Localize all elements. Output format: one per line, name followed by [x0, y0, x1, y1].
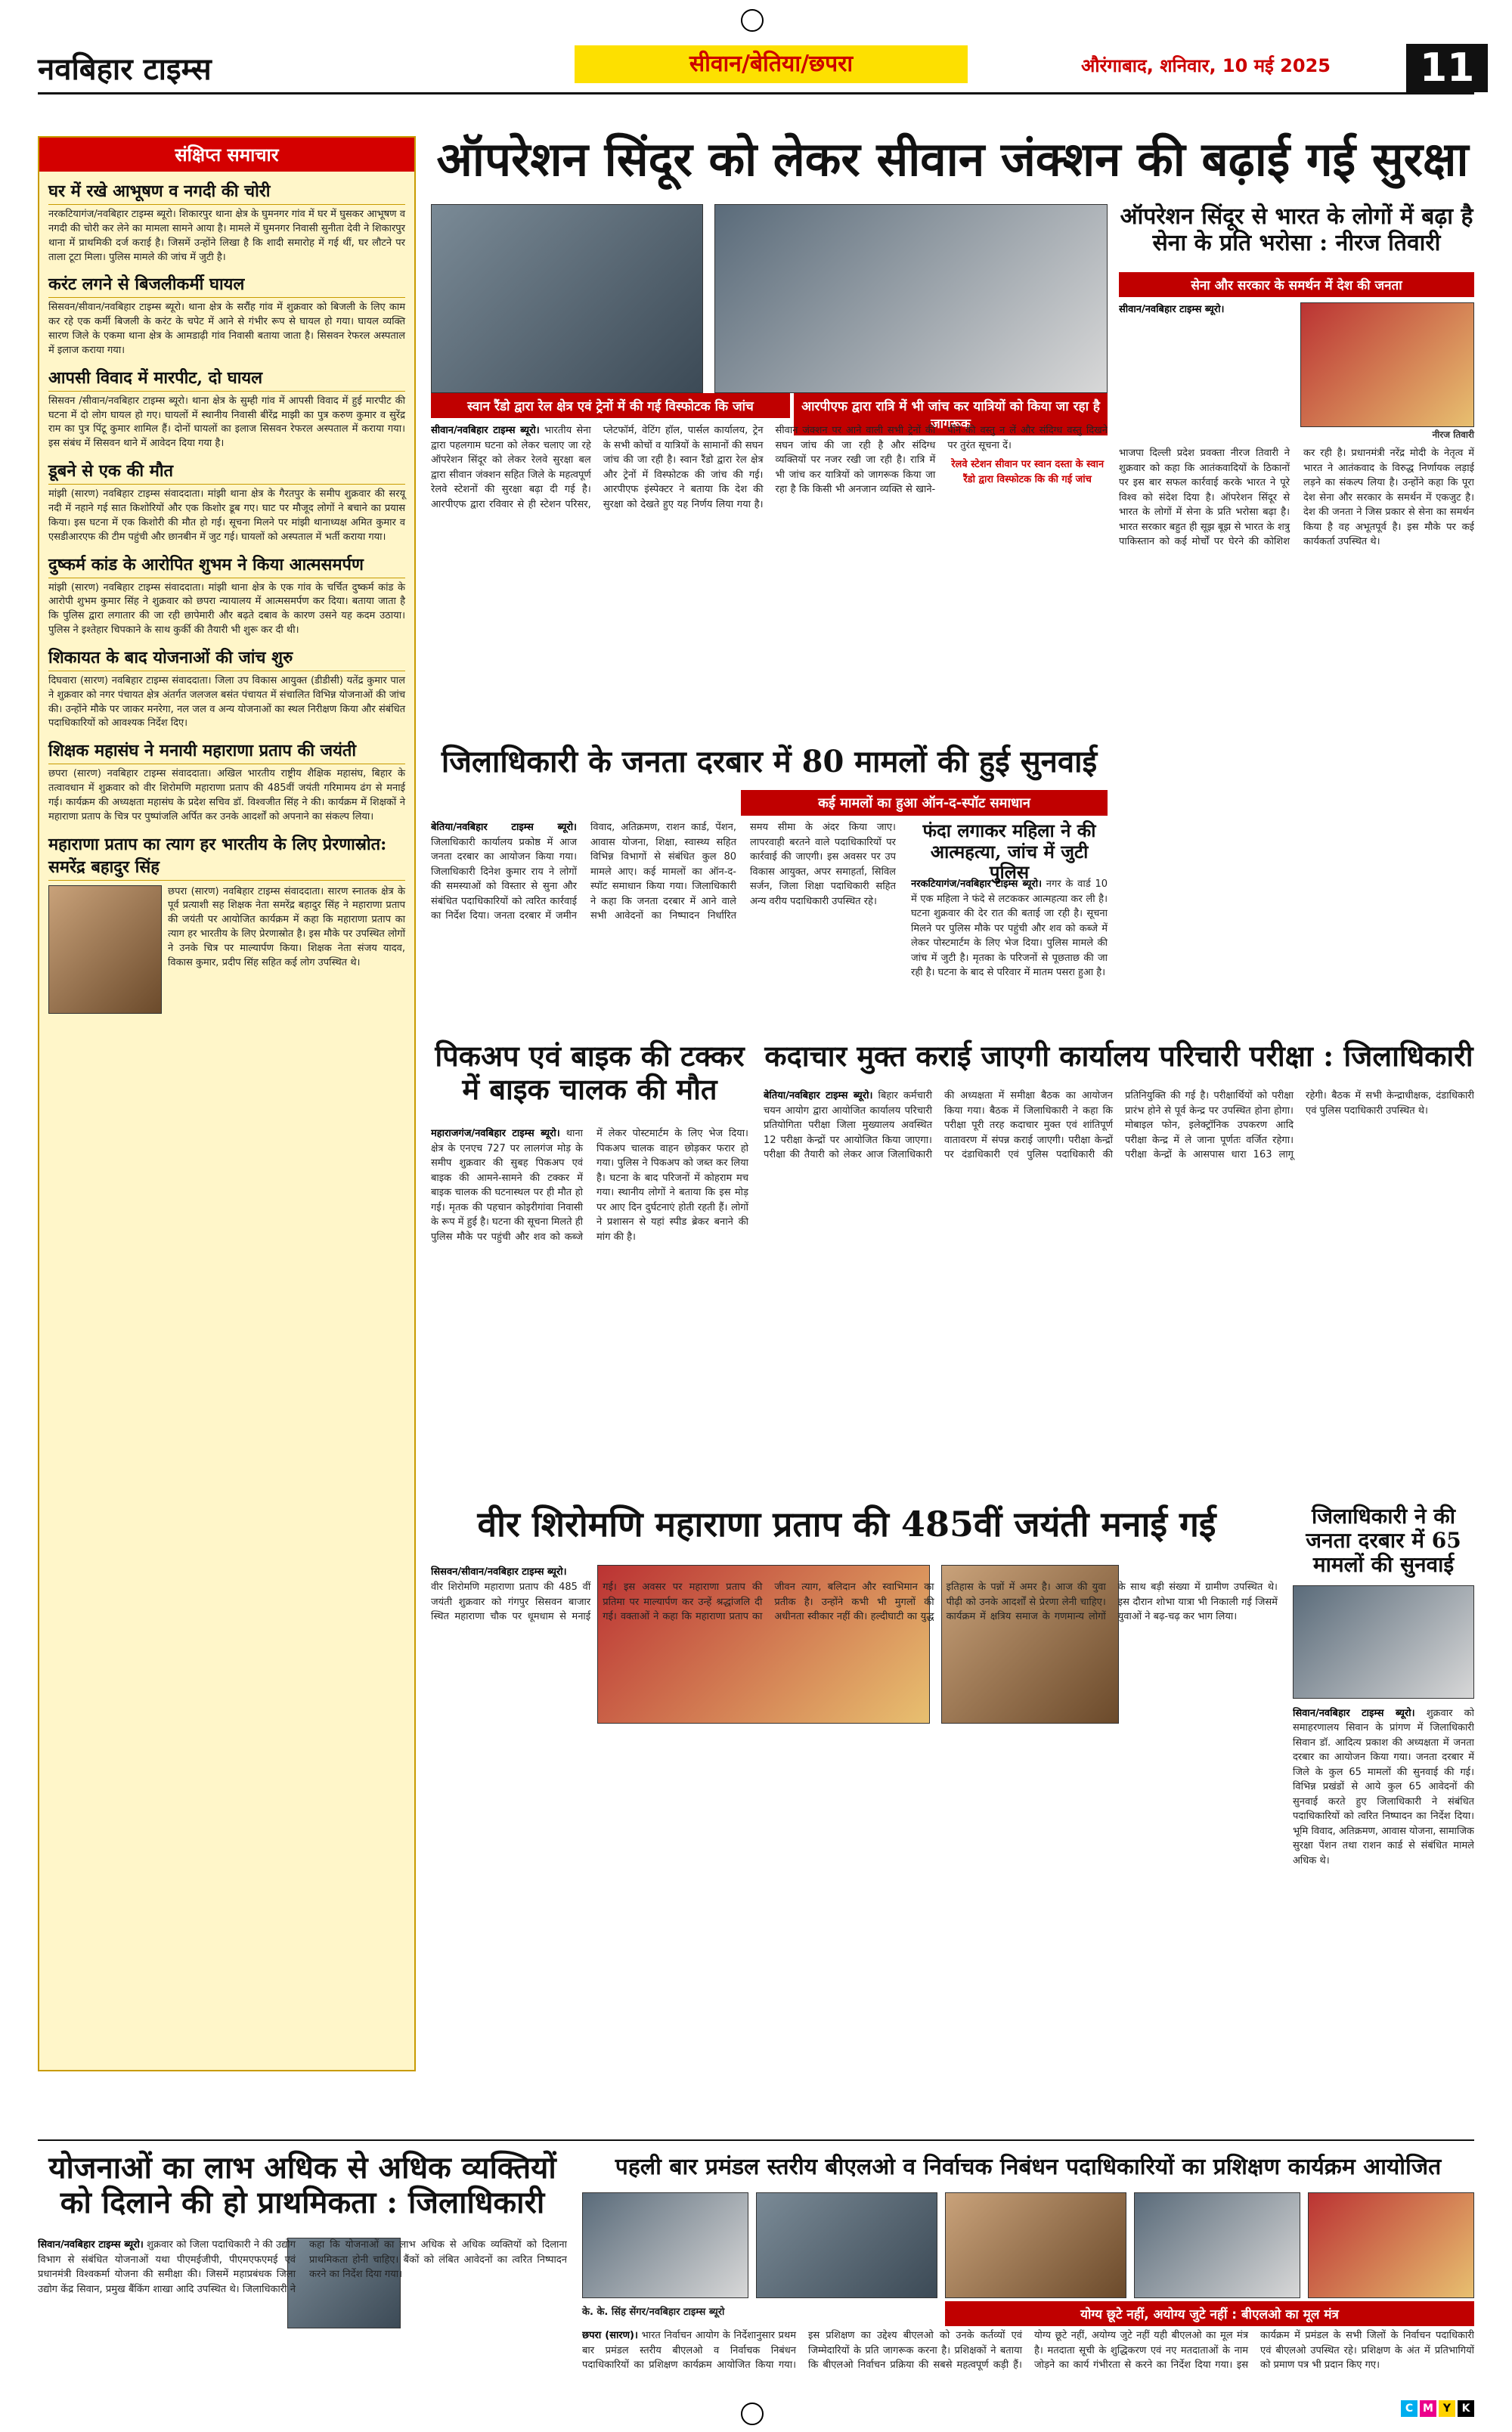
- blo-photo-4: [1134, 2192, 1300, 2298]
- dm65-headline: जिलाधिकारी ने की जनता दरबार में 65 मामलों की सुनवाई: [1306, 1504, 1461, 1578]
- brief-headline: महाराणा प्रताप का त्याग हर भारतीय के लिए प्रेरणास्रोत: समरेंद्र बहादुर सिंह: [48, 832, 405, 881]
- blo-text: भारत निर्वाचन आयोग के निर्देशानुसार प्रथम बार प्रमंडल स्तरीय बीएलओ व निर्वाचक निबंधन पदाधिकारियों का प्रशिक्षण कार्यक्रम आयोजित किया गया। इस प्रशिक्षण का उद्देश्य बीएलओ को उनके कर्तव्यों एवं जिम्मेदारियों के प्रति जागरूक करना है। प्रशिक्षकों ने बताया कि बीएलओ निर्वाचन प्रक्रिया की सबसे महत्वपूर्ण कड़ी हैं। योग्य छूटे नहीं, अयोग्य जुटे नहीं यही बीएलओ का मूल मंत्र है। मतदाता सूची के शुद्धिकरण एवं नए मतदाताओं के नाम जोड़ने का कार्य गंभीरता से करने का निर्देश दिया गया। इस कार्यक्रम में प्रमंडल के सभी जिलों के निर्वाचन पदाधिकारी एवं बीएलओ उपस्थित रहे। प्रशिक्षण के अंत में प्रतिभागियों को प्रमाण पत्र भी प्रदान किए गए।: [582, 2330, 1474, 2371]
- brief-news-sidebar: [38, 136, 416, 2071]
- yojana-byline: सिवान/नवबिहार टाइम्स ब्यूरो।: [38, 2239, 144, 2251]
- dateline: औरंगाबाद, शनिवार, 10 मई 2025: [1081, 55, 1331, 76]
- magenta-mark: M: [1420, 2400, 1436, 2417]
- brief-headline: दुष्कर्म कांड के आरोपित शुभम ने किया आत्मसमर्पण: [48, 553, 405, 578]
- blo-photo-2: [756, 2192, 937, 2298]
- sindoor-headline: ऑपरेशन सिंदूर से भारत के लोगों में बढ़ा है सेना के प्रति भरोसा : नीरज तिवारी: [1120, 203, 1473, 256]
- brief-body: मांझी (सारण) नवबिहार टाइम्स संवाददाता। मांझी थाना क्षेत्र के गैरतपुर के समीप शुक्रवार की सरयू नदी में नहाने गई सात किशोरियों और एक किशोर डूब गए। घाट पर मौजूद लोगों ने बचाने का प्रयास किया। इस घटना में एक किशोरी की मौत हो गई। सूचना मिलने पर मांझी थानाध्यक्ष अमित कुमार व एसडीआरएफ की टीम पहुंची और छानबीन में जुट गई। घायलों को अस्पताल में भर्ती कराया गया।: [48, 488, 405, 543]
- lead-photo-right: [714, 204, 1108, 393]
- brief-item: [48, 366, 405, 451]
- brief-body: छपरा (सारण) नवबिहार टाइम्स संवाददाता। सारण स्नातक क्षेत्र के पूर्व प्रत्याशी सह शिक्षक नेता समरेंद्र बहादुर सिंह ने महाराणा प्रताप की जयंती पर आयोजित कार्यक्रम में कहा कि महाराणा प्रताप का त्याग हर भारतीय के लिए प्रेरणास्रोत है। इस मौके पर उपस्थित लोगों ने उनके चित्र पर माल्यार्पण किया। शिक्षक नेता संजय यादव, विकास कुमार, प्रदीप सिंह सहित कई लोग उपस्थित थे।: [168, 885, 405, 968]
- bottom-rule: [38, 2139, 1474, 2141]
- brief-body: मांझी (सारण) नवबिहार टाइम्स संवाददाता। मांझी थाना क्षेत्र के एक गांव के चर्चित दुष्कर्म कांड के आरोपी शुभम कुमार सिंह ने शुक्रवार को छपरा न्यायालय में आत्मसमर्पण कर दिया। बताया जाता है कि पुलिस द्वारा लगातार की जा रही छापेमारी और बढ़ते दबाव के कारण उसने यह कदम उठाया। पुलिस ने इश्तेहार चिपकाने के साथ कुर्की की तैयारी भी शुरू कर दी थी।: [48, 581, 405, 637]
- janata-headline: जिलाधिकारी के जनता दरबार में 80 मामलों की हुई सुनवाई: [441, 744, 1098, 779]
- pratap-body: [431, 1580, 1278, 2094]
- lead-byline: सीवान/नवबिहार टाइम्स ब्यूरो।: [431, 425, 540, 436]
- sindoor-subbar: सेना और सरकार के समर्थन में देश की जनता: [1119, 272, 1474, 297]
- suicide-text: नगर के वार्ड 10 में एक महिला ने फंदे से लटककर आत्महत्या कर ली है। घटना शुक्रवार की देर रात की बताई जा रही है। सूचना मिलने पर पुलिस मौके पर पहुंची और शव को कब्जे में लेकर पोस्टमार्टम के लिए भेज दिया। पुलिस मामले की जांच में जुटी है। मृतका के परिजनों से पूछताछ की जा रही है। घटना के बाद से परिवार में मातम पसरा हुआ है।: [911, 878, 1108, 978]
- sindoor-body: [1119, 325, 1474, 990]
- janata-byline: बेतिया/नवबिहार टाइम्स ब्यूरो।: [431, 822, 577, 833]
- sindoor-text: भाजपा दिल्ली प्रदेश प्रवक्ता नीरज तिवारी ने शुक्रवार को कहा कि आतंकवादियों के ठिकानों पर इस बार सफल कार्रवाई करके भारत ने पूरे विश्व को संदेश दिया है। ऑपरेशन सिंदूर से भारत के लोगों में सेना के प्रति भरोसा बढ़ा है। भारत सरकार बहुत ही सूझ बूझ से भारत के शत्रु पाकिस्तान को कई मोर्चों पर घेरने की कोशिश कर रही है। प्रधानमंत्री नरेंद्र मोदी के नेतृत्व में भारत ने आतंकवाद के विरुद्ध निर्णायक लड़ाई लड़ने का संकल्प लिया है। उन्होंने कहा कि पूरा देश सेना और सरकार के समर्थन में एकजुट है। देश की जनता ने जिस प्रकार से सेना का समर्थन किया है वह अभूतपूर्व है। इस मौके पर कई कार्यकर्ता उपस्थित थे।: [1119, 448, 1474, 547]
- dm65-text: शुक्रवार को समाहरणालय सिवान के प्रांगण में जिलाधिकारी सिवान डॉ. आदित्य प्रकाश की अध्यक्षता में जनता दरबार का आयोजन किया गया। जनता दरबार में जिले के कुल 65 मामलों की सुनवाई की गई। विभिन्न प्रखंडों से आये कुल 65 आवेदनों की सुनवाई करते हुए जिलाधिकारी ने संबंधित पदाधिकारियों को त्वरित निष्पादन का निर्देश दिया। भूमि विवाद, अतिक्रमण, आवास योजना, सामाजिक सुरक्षा पेंशन तथा राशन कार्ड से संबंधित मामले अधिक थे।: [1293, 1707, 1474, 1867]
- accident-text: थाना क्षेत्र के एनएच 727 पर लालगंज मोड़ के समीप शुक्रवार की सुबह पिकअप एवं बाइक की आमने-सामने की टक्कर में बाइक चालक की घटनास्थल पर ही मौत हो गई। मृतक की पहचान कोइरीगांवा निवासी के रूप में हुई है। घटना की सूचना मिलते ही पुलिस मौके पर पहुंची और शव को कब्जे में लेकर पोस्टमार्टम के लिए भेज दिया। पिकअप चालक वाहन छोड़कर फरार हो गया। पुलिस ने पिकअप को जब्त कर लिया है। घटना के बाद परिजनों में कोहराम मच गया। स्थानीय लोगों ने बताया कि इस मोड़ पर आए दिन दुर्घटनाएं होती रहती हैं। लोगों ने प्रशासन से यहां स्पीड ब्रेकर बनाने की मांग की है।: [431, 1128, 748, 1243]
- brief-item: [48, 272, 405, 358]
- brief-body: छपरा (सारण) नवबिहार टाइम्स संवाददाता। अखिल भारतीय राष्ट्रीय शैक्षिक महासंघ, बिहार के तत्वावधान में शुक्रवार को वीर शिरोमणि महाराणा प्रताप की 485वीं जयंती गरिमामय ढंग से मनाई गई। कार्यक्रम की अध्यक्षता महासंघ के प्रदेश सचिव डॉ. विश्वजीत सिंह ने की। कार्यक्रम में शिक्षकों ने महाराणा प्रताप के चित्र पर पुष्पांजलि अर्पित कर उनके आदर्शों को अपनाने का संकल्प लिया।: [48, 768, 405, 823]
- pratap-byline: सिसवन/सीवान/नवबिहार टाइम्स ब्यूरो।: [431, 1566, 567, 1578]
- dm65-box: [1293, 1504, 1474, 2094]
- blo-photo-1: [582, 2192, 748, 2298]
- brief-body: दिघवारा (सारण) नवबिहार टाइम्स संवाददाता। जिला उप विकास आयुक्त (डीडीसी) यतेंद्र कुमार पाल ने शुक्रवार को नगर पंचायत क्षेत्र अंतर्गत जलजल बसंत पंचायत में संचालित विभिन्न योजनाओं की जांच की। उन्होंने मौके पर जाकर मनरेगा, नल जल व अन्य योजनाओं का स्थल निरीक्षण किया और संबंधित पदाधिकारियों को आवश्यक निर्देश दिए।: [48, 674, 405, 730]
- suicide-headline: फंदा लगाकर महिला ने की आत्महत्या, जांच में जुटी पुलिस: [922, 819, 1096, 884]
- pratap-text: वीर शिरोमणि महाराणा प्रताप की 485 वीं जयंती शुक्रवार को गंगपुर सिसवन बाजार स्थित महाराणा चौक पर धूमधाम से मनाई गई। इस अवसर पर महाराणा प्रताप की प्रतिमा पर माल्यार्पण कर उन्हें श्रद्धांजलि दी गई। वक्ताओं ने कहा कि महाराणा प्रताप का जीवन त्याग, बलिदान और स्वाभिमान का प्रतीक है। उन्होंने कभी भी मुगलों की अधीनता स्वीकार नहीं की। हल्दीघाटी का युद्ध इतिहास के पन्नों में अमर है। आज की युवा पीढ़ी को उनके आदर्शों से प्रेरणा लेनी चाहिए। कार्यक्रम में क्षत्रिय समाज के गणमान्य लोगों के साथ बड़ी संख्या में ग्रामीण उपस्थित थे। इस दौरान शोभा यात्रा भी निकाली गई जिसमें युवाओं ने बढ़-चढ़ कर भाग लिया।: [431, 1582, 1278, 1622]
- lead-subhead: रेलवे स्टेशन सीवान पर स्वान दस्ता के स्वान रैंडो द्वारा विस्फोटक कि की गई जांच: [951, 459, 1105, 485]
- exam-body: [764, 1089, 1474, 1489]
- black-mark: K: [1458, 2400, 1474, 2417]
- brief-body: नरकटियागंज/नवबिहार टाइम्स ब्यूरो। शिकारपुर थाना क्षेत्र के घुमनगर गांव में घर में घुसकर आभूषण व नगदी की चोरी कर लेने का मामला सामने आया है। मामले में घुमनगर निवासी सुनीता देवी ने शिकारपुर थाना में प्राथमिकी दर्ज कराई है। जिसमें उन्होंने लिखा है कि शादी समारोह में गई थीं, घर लौटने पर ताला टूटा मिला। पुलिस मामले की जांच में जुटी है।: [48, 209, 405, 263]
- brief-headline: करंट लगने से बिजलीकर्मी घायल: [48, 272, 405, 298]
- yojana-text: शुक्रवार को जिला पदाधिकारी ने की उद्योग विभाग से संबंधित योजनाओं यथा पीएमईजीपी, पीएमएफएमई एवं प्रधानमंत्री विश्वकर्मा योजना की समीक्षा की। जिसमें महाप्रबंधक जिला उद्योग केंद्र सिवान, प्रमुख बैंकिंग शाखा आदि उपस्थित थे। जिलाधिकारी ने कहा कि योजनाओं का लाभ अधिक से अधिक व्यक्तियों को दिलाना प्राथमिकता होनी चाहिए। बैंकों को लंबित आवेदनों का त्वरित निष्पादन करने का निर्देश दिया गया।: [38, 2239, 567, 2295]
- brief-headline: घर में रखे आभूषण व नगदी की चोरी: [48, 179, 405, 205]
- dm65-byline: सिवान/नवबिहार टाइम्स ब्यूरो।: [1293, 1707, 1415, 1719]
- registration-mark-icon: [741, 9, 764, 32]
- lead-body: [431, 423, 1108, 741]
- brief-body: सिसवन /सीवान/नवबिहार टाइम्स ब्यूरो। थाना क्षेत्र के सुम्ही गांव में आपसी विवाद में हुई मारपीट की घटना में दो लोग घायल हो गए। घायलों में स्थानीय निवासी बीरेंद्र माझी का पुत्र करुण कुमार व सुरेंद्र राम का पुत्र पिंटू कुमार शामिल हैं। दोनों घायलों का इलाज सिसवन रेफरल अस्पताल में कराया गया। इस संबंध में सिसवन थाने में आवेदन दिया गया है।: [48, 395, 405, 450]
- exam-byline: बेतिया/नवबिहार टाइम्स ब्यूरो।: [764, 1090, 873, 1101]
- cmyk-marks: [1401, 2400, 1474, 2417]
- lead-text: भारतीय सेना द्वारा पहलगाम घटना को लेकर चलाए जा रहे ऑपरेशन सिंदूर को लेकर रेलवे सुरक्षा बल द्वारा सीवान जंक्शन सहित जिले के महत्वपूर्ण रेलवे स्टेशनों की सुरक्षा बढ़ा दी गई है। आरपीएफ द्वारा रविवार से ही स्टेशन परिसर, प्लेटफॉर्म, वेटिंग हॉल, पार्सल कार्यालय, ट्रेन के सभी कोचों व यात्रियों के सामानों की सघन जांच की जा रही है। स्वान रैंडो द्वारा रेल क्षेत्र और ट्रेनों में विस्फोटक की जांच की गई। आरपीएफ इंस्पेक्टर ने बताया कि देश की सुरक्षा को देखते हुए यह निर्णय लिया गया है। सीवान जंक्शन पर आने वाली सभी ट्रेनों की सघन जांच की जा रही है और संदिग्ध व्यक्तियों पर नजर रखी जा रही है। रात्रि में भी जांच कर यात्रियों को जागरूक किया जा रहा है कि किसी भी अनजान व्यक्ति से खाने-पीने की वस्तु न लें और संदिग्ध वस्तु दिखने पर तुरंत सूचना दें।: [431, 425, 1108, 510]
- brief-item: [48, 459, 405, 544]
- sindoor-byline: सीवान/नवबिहार टाइम्स ब्यूरो।: [1119, 304, 1225, 315]
- exam-headline: कदाचार मुक्त कराई जाएगी कार्यालय परिचारी परीक्षा : जिलाधिकारी: [764, 1039, 1473, 1073]
- blo-photo-5: [1308, 2192, 1474, 2298]
- pratap-headline: वीर शिरोमणि महाराणा प्रताप की 485वीं जयंती मनाई गई: [477, 1504, 1216, 1544]
- janata-subbar: कई मामलों का हुआ ऑन-द-स्पॉट समाधान: [741, 790, 1108, 816]
- suicide-byline: नरकटियागंज/नवबिहार टाइम्स ब्यूरो।: [911, 878, 1043, 890]
- brief-item: [48, 832, 405, 1014]
- lead-headline: ऑपरेशन सिंदूर को लेकर सीवान जंक्शन की बढ़ाई गई सुरक्षा: [436, 132, 1469, 187]
- yojana-body: [38, 2238, 567, 2412]
- masthead: नवबिहार टाइम्स: [38, 51, 212, 87]
- sindoor-caption: नीरज तिवारी: [1432, 429, 1474, 440]
- suicide-body: [911, 877, 1108, 1028]
- registration-mark-icon: [741, 2403, 764, 2425]
- lead-caption-right: आरपीएफ द्वारा रात्रि में भी जांच कर यात्रियों को किया जा रहा है जागरूक: [794, 393, 1108, 435]
- blo-body: [582, 2328, 1474, 2412]
- accident-body: [431, 1126, 748, 1489]
- brief-headline: आपसी विवाद में मारपीट, दो घायल: [48, 366, 405, 392]
- brief-item: [48, 553, 405, 638]
- blo-photo-3: [945, 2192, 1126, 2298]
- brief-headline: शिकायत के बाद योजनाओं की जांच शुरु: [48, 646, 405, 671]
- accident-byline: महाराजगंज/नवबिहार टाइम्स ब्यूरो।: [431, 1128, 560, 1139]
- yellow-mark: Y: [1439, 2400, 1455, 2417]
- blo-photo-caption: के. के. सिंह सेंगर/नवबिहार टाइम्स ब्यूरो: [582, 2307, 725, 2318]
- blo-headline: पहली बार प्रमंडल स्तरीय बीएलओ व निर्वाचक निबंधन पदाधिकारियों का प्रशिक्षण कार्यक्रम आयोजित: [615, 2154, 1442, 2180]
- brief-body: सिसवन/सीवान/नवबिहार टाइम्स ब्यूरो। थाना क्षेत्र के सरौंह गांव में शुक्रवार को बिजली के लिए काम कर रहे एक कर्मी बिजली के करंट के चपेट में आने से गंभीर रूप से घायल हो गया। घायल व्यक्ति सारण जिले के एकमा थाना क्षेत्र के आमडाढ़ी गांव निवासी बताया जाता है। सिसवन रेफरल अस्पताल में इलाज कराया गया।: [48, 302, 405, 356]
- janata-text: जिलाधिकारी कार्यालय प्रकोष्ठ में आज जनता दरबार का आयोजन किया गया। जिलाधिकारी दिनेश कुमार राय ने लोगों की समस्याओं को विस्तार से सुना और संबंधित पदाधिकारियों को त्वरित कार्रवाई का निर्देश दिया। जनता दरबार में जमीन विवाद, अतिक्रमण, राशन कार्ड, पेंशन, आवास योजना, शिक्षा, स्वास्थ्य सहित विभिन्न विभागों से संबंधित कुल 80 मामले आए। कई मामलों का ऑन-द-स्पॉट समाधान किया गया। जिलाधिकारी ने कहा कि जनता दरबार में आने वाले सभी आवेदनों का निष्पादन निर्धारित समय सीमा के अंदर किया जाए। लापरवाही बरतने वाले पदाधिकारियों पर कार्रवाई की जाएगी। इस अवसर पर उप विकास आयुक्त, अपर समाहर्ता, सिविल सर्जन, जिला शिक्षा पदाधिकारी सहित अन्य वरीय पदाधिकारी उपस्थित रहे।: [431, 822, 896, 922]
- blo-subbar: योग्य छूटे नहीं, अयोग्य जुटे नहीं : बीएलओ का मूल मंत्र: [945, 2301, 1474, 2326]
- lead-caption-left: स्वान रैंडो द्वारा रेल क्षेत्र एवं ट्रेनों में की गई विस्फोटक कि जांच: [431, 393, 790, 418]
- janata-body: [431, 820, 896, 1024]
- cyan-mark: C: [1401, 2400, 1418, 2417]
- page-number: 11: [1406, 44, 1488, 92]
- blo-byline: छपरा (सारण)।: [582, 2330, 638, 2341]
- header-rule: [38, 92, 1474, 94]
- brief-item: [48, 179, 405, 265]
- exam-text: बिहार कर्मचारी चयन आयोग द्वारा आयोजित कार्यालय परिचारी प्रतियोगिता परीक्षा जिला मुख्यालय अवस्थित 12 परीक्षा केन्द्रों पर आयोजित किया जाएगा। परीक्षा की तैयारी को लेकर आज जिलाधिकारी की अध्यक्षता में समीक्षा बैठक का आयोजन किया गया। बैठक में जिलाधिकारी ने कहा कि परीक्षा पूरी तरह कदाचार मुक्त एवं शांतिपूर्ण वातावरण में संपन्न कराई जाएगी। परीक्षा केन्द्रों पर दंडाधिकारी एवं पुलिस पदाधिकारी की प्रतिनियुक्ति की गई है। परीक्षार्थियों को परीक्षा प्रारंभ होने से पूर्व केन्द्र पर उपस्थित होना होगा। मोबाइल फोन, इलेक्ट्रॉनिक उपकरण आदि परीक्षा केन्द्र में ले जाना पूर्णतः वर्जित रहेगा। परीक्षा केन्द्रों के आसपास धारा 163 लागू रहेगी। बैठक में सभी केन्द्राधीक्षक, दंडाधिकारी एवं पुलिस पदाधिकारी उपस्थित थे।: [764, 1090, 1474, 1160]
- brief-headline: डूबने से एक की मौत: [48, 459, 405, 485]
- sidebar-title: संक्षिप्त समाचार: [39, 138, 414, 172]
- dm65-body: [1293, 1706, 1474, 2069]
- brief-headline: शिक्षक महासंघ ने मनायी महाराणा प्रताप की जयंती: [48, 739, 405, 764]
- brief-item: [48, 646, 405, 731]
- brief-item: [48, 739, 405, 824]
- accident-headline: पिकअप एवं बाइक की टक्कर में बाइक चालक की मौत: [435, 1039, 745, 1106]
- lead-photo-left: [431, 204, 703, 393]
- yojana-headline: योजनाओं का लाभ अधिक से अधिक व्यक्तियों को दिलाने की हो प्राथमिकता : जिलाधिकारी: [48, 2150, 556, 2220]
- brief-photo: [48, 885, 162, 1014]
- dm65-photo: [1293, 1585, 1474, 1699]
- section-banner: सीवान/बेतिया/छपरा: [575, 45, 968, 83]
